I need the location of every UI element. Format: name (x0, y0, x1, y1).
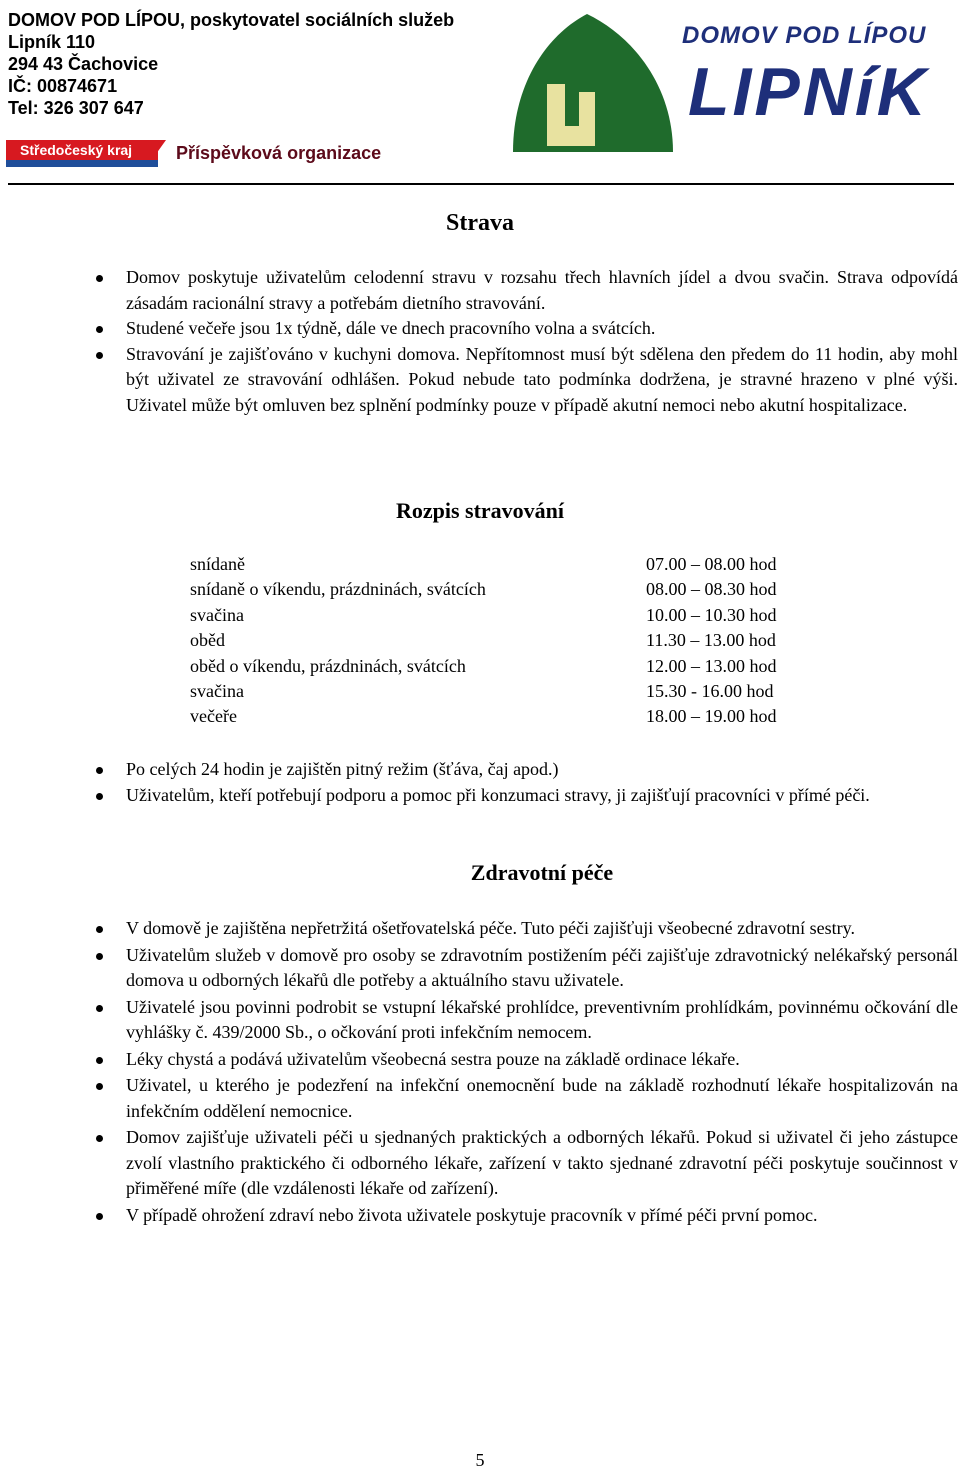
meal-time: 12.00 – 13.00 hod (646, 655, 777, 676)
list-item: Studené večeře jsou 1x týdně, dále ve dnech pracovního volna a svátcích. (126, 316, 958, 342)
list-item: Stravování je zajišťováno v kuchyni domova. Nepřítomnost musí být sdělena den předem do 11 hodin, aby mohl být uživatel ze stravování odhlášen. Pokud nebude tato podmínka dodržena, je stravné hrazeno v plné výši. Uživatel může být omluven bez splnění podmínky pouze v případě akutní nemoci nebo akutní hospitalizace. (126, 342, 958, 419)
tree-logo-icon (505, 6, 685, 156)
section-title-zdravotni: Zdravotní péče (470, 860, 614, 885)
schedule-row (190, 654, 830, 679)
meal-name: snídaně o víkendu, prázdninách, svátcích (190, 579, 486, 600)
header-divider (8, 183, 954, 185)
list-item: Léky chystá a podává uživatelům všeobecná sestra pouze na základě ordinace lékaře. (126, 1047, 958, 1073)
list-item: Uživatelům služeb v domově pro osoby se zdravotním postižením péči zajišťuje zdravotnický nelékařský personál domova u odborných lékařů dle potřeby a aktuálního stavu uživatele. (126, 943, 958, 994)
org-phone: Tel: 326 307 647 (8, 98, 144, 118)
meal-name: oběd (190, 630, 225, 651)
org-type-label: Příspěvková organizace (176, 143, 382, 163)
org-street: Lipník 110 (8, 32, 96, 52)
rozpis-list (126, 757, 926, 808)
org-address-block (8, 9, 454, 119)
schedule-row (190, 704, 830, 729)
list-item: V domově je zajištěna nepřetržitá ošetřovatelská péče. Tuto péči zajišťuji všeobecné zdravotní sestry. (126, 916, 958, 942)
section-title-strava: Strava (446, 210, 514, 236)
brand-title: LIPNíK (688, 54, 929, 130)
org-name: DOMOV POD LÍPOU, poskytovatel sociálních služeb (8, 10, 455, 30)
org-city: 294 43 Čachovice (8, 54, 159, 74)
zdravotni-list (126, 916, 958, 1228)
list-item: Uživatel, u kterého je podezření na infekční onemocnění bude na základě rozhodnutí lékaře hospitalizován na infekčním oddělení nemocnice. (126, 1073, 958, 1124)
meal-time: 18.00 – 19.00 hod (646, 706, 777, 727)
brand-subtitle: DOMOV POD LÍPOU (682, 22, 927, 49)
list-item: Uživatelé jsou povinni podrobit se vstupní lékařské prohlídce, preventivním prohlídkám, povinnému očkování dle vyhlášky č. 439/2000 Sb., o očkování proti infekčním nemocem. (126, 995, 958, 1046)
schedule-row (190, 628, 830, 653)
meal-name: svačina (190, 604, 244, 625)
schedule-row (190, 577, 830, 602)
meal-schedule (190, 552, 830, 730)
list-item: Domov zajišťuje uživateli péči u sjednaných praktických a odborných lékařů. Pokud si uživatel či jeho zástupce zvolí vlastního praktického či odborného lékaře, zařízení v takto sjednané zdravotní péči poskytuje součinnost v přiměřené míře (dle vzdálenosti lékaře od zařízení). (126, 1125, 958, 1202)
section-title-rozpis: Rozpis stravování (395, 498, 565, 523)
schedule-row (190, 552, 830, 577)
page-number: 5 (475, 1450, 485, 1470)
list-item: V případě ohrožení zdraví nebo života uživatele poskytuje pracovník v přímé péči první pomoc. (126, 1203, 958, 1229)
list-item: Uživatelům, kteří potřebují podporu a pomoc při konzumaci stravy, ji zajišťují pracovníci v přímé péči. (126, 783, 926, 809)
meal-time: 11.30 – 13.00 hod (646, 630, 776, 651)
strava-list (126, 265, 958, 418)
meal-time: 07.00 – 08.00 hod (646, 554, 777, 574)
meal-name: oběd o víkendu, prázdninách, svátcích (190, 655, 466, 676)
schedule-row (190, 603, 830, 628)
list-item: Po celých 24 hodin je zajištěn pitný režim (šťáva, čaj apod.) (126, 757, 926, 783)
meal-time: 08.00 – 08.30 hod (646, 579, 777, 600)
region-logo-text: Středočeský kraj (6, 140, 158, 160)
meal-name: svačina (190, 680, 244, 701)
meal-name: večeře (190, 706, 237, 727)
list-item: Domov poskytuje uživatelům celodenní stravu v rozsahu třech hlavních jídel a dvou svačin. Strava odpovídá zásadám racionální stravy a potřebám dietního stravování. (126, 265, 958, 316)
region-logo (6, 140, 164, 168)
meal-time: 15.30 - 16.00 hod (646, 680, 774, 701)
schedule-row (190, 679, 830, 704)
meal-name: snídaně (190, 554, 245, 574)
meal-time: 10.00 – 10.30 hod (646, 604, 777, 625)
org-ic: IČ: 00874671 (8, 76, 118, 96)
